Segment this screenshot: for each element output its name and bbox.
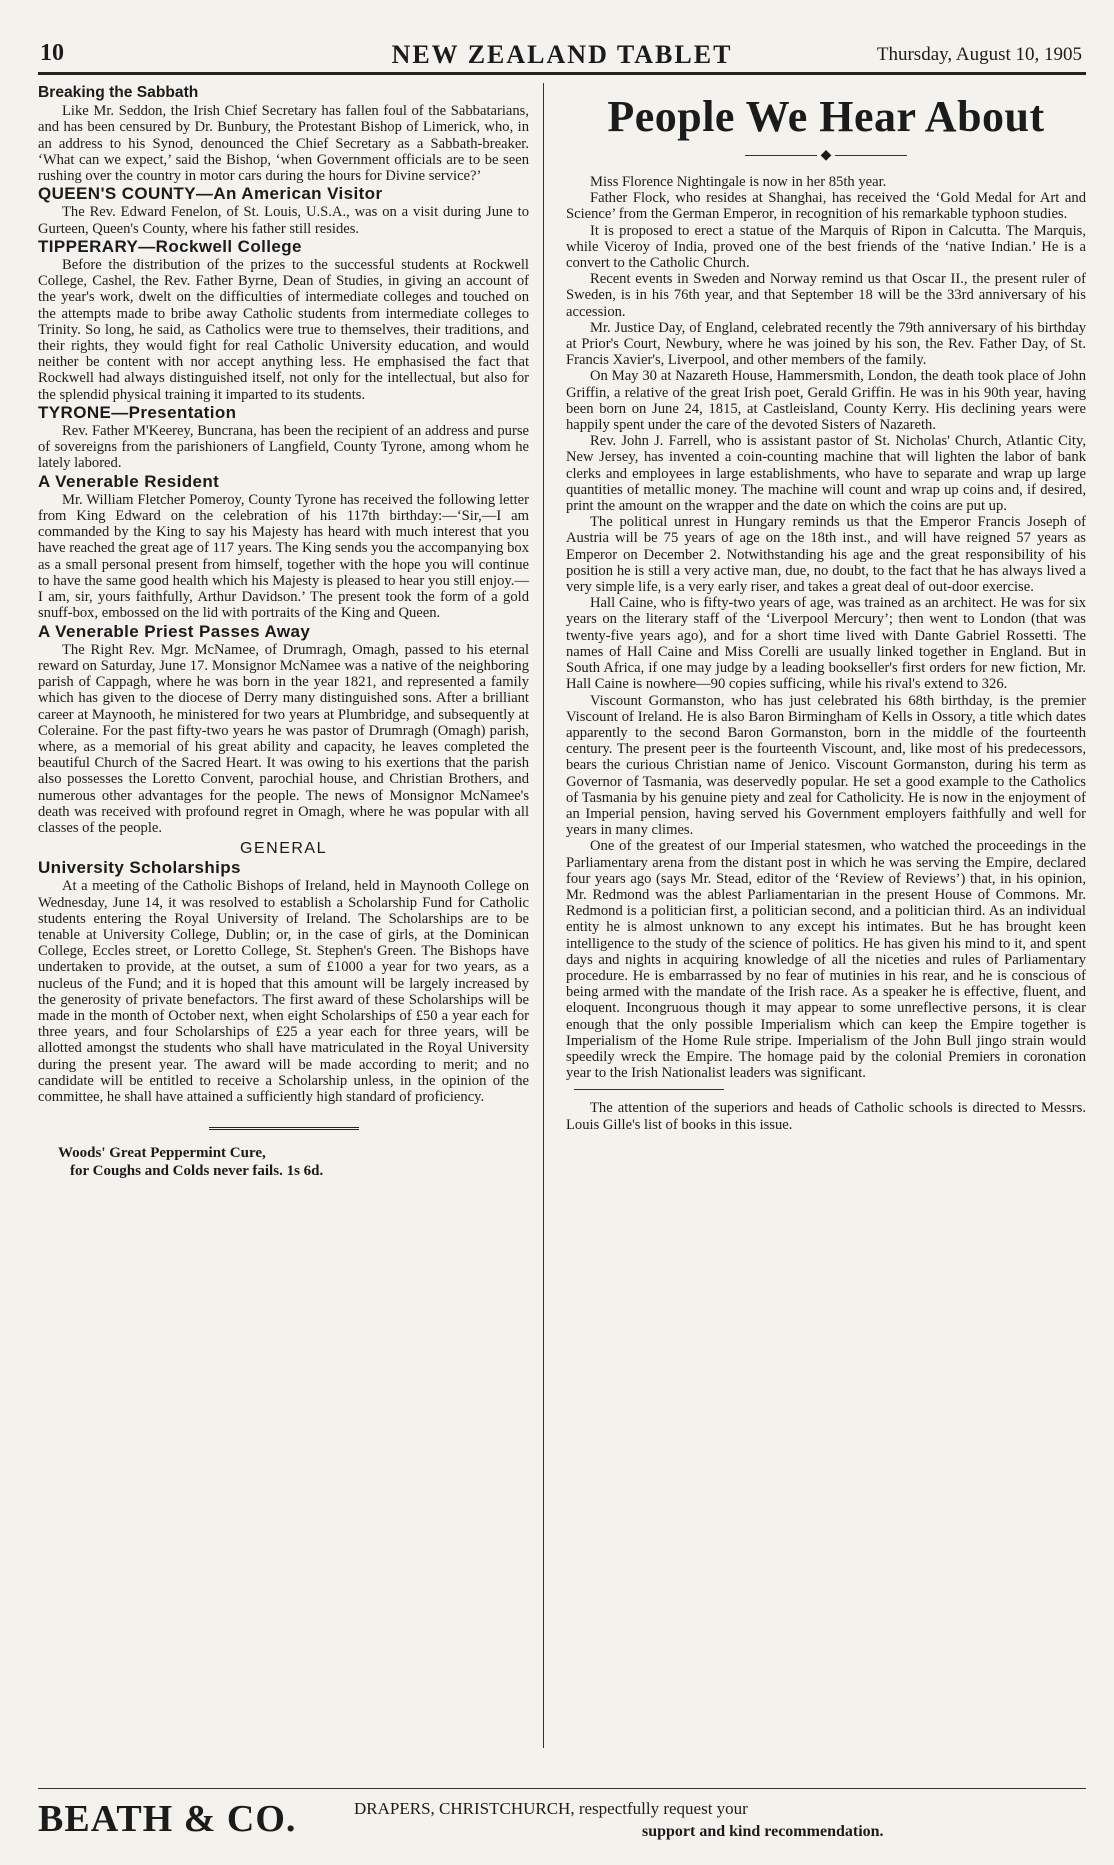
item-paragraph: Father Flock, who resides at Shanghai, has received the ‘Gold Medal for Art and Science’ from the German Emperor, in recognition of his remarkable typhoon studies. — [566, 190, 1086, 223]
article-paragraph: Rev. Father M'Keerey, Buncrana, has been the recipient of an address and purse of sovereigns from the parishioners of Langfield, County Tyrone, among whom he lately labored. — [38, 423, 529, 472]
item-paragraph: Recent events in Sweden and Norway remind us that Oscar II., the present ruler of Sweden, is in his 76th year, and that September 18 will be the 33rd anniversary of his accession. — [566, 271, 1086, 320]
article-scholarships — [38, 860, 529, 1105]
item-paragraph: On May 30 at Nazareth House, Hammersmith, London, the death took place of John Griffin, a relative of the great Irish poet, Gerald Griffin. He was in his 90th year, having been born on June 24, 1815, at Castleisland, County Kerry. His declining years were happily spent under the care of the devoted Sisters of Nazareth. — [566, 368, 1086, 434]
item-paragraph: It is proposed to erect a statue of the Marquis of Ripon in Calcutta. The Marquis, while Viceroy of India, proved one of the best friends of the ‘native Indian.’ He is a convert to the Catholic Church. — [566, 222, 1086, 272]
article-venerable-priest — [38, 621, 529, 837]
title-ornament — [566, 147, 1086, 164]
issue-date: Thursday, August 10, 1905 — [876, 44, 1082, 65]
diamond-icon: ◆ — [820, 148, 832, 163]
article-paragraph: Mr. William Fletcher Pomeroy, County Tyrone has received the following letter from King Edward on the celebration of his 117th birthday:—‘Sir,—I am commanded by the King to say his Majesty has heard with much interest that you have reached the great age of 117 years. The King sends you the accompanying box as a small personal present from himself, together with the hope you will continue to have the same good health which his Majesty is pleased to hear you still enjoy.—I am, sir, yours faithfully, Arthur Davidson.’ The present took the form of a gold snuff-box, embossed on the lid with portraits of the King and Queen. — [38, 491, 529, 622]
article-queens-county — [38, 186, 529, 237]
item-paragraph: Hall Caine, who is fifty-two years of age, was trained as an architect. He was for six years on the literary staff of the ‘Liverpool Mercury’; then went to London (that was twenty-five years ago), and for a short time lived with Dante Gabriel Rossetti. The names of Hall Caine and Miss Corelli are usually linked together in England. But in South Africa, if one may judge by a leading bookseller's first orders for new fiction, Mr. Hall Caine is nowhere—90 copies sufficing, while his rival's extend to 326. — [566, 595, 1086, 693]
article-venerable-resident — [38, 471, 529, 622]
article-heading: QUEEN'S COUNTY—An American Visitor — [38, 184, 383, 204]
divider — [574, 1089, 724, 1090]
item-paragraph: Rev. John J. Farrell, who is assistant pastor of St. Nicholas' Church, Atlantic City, New Jersey, has invented a coin-counting machine that will lighten the labor of bank clerks and employees in large establishments, who have to separate and wrap up large quantities of metallic money. The machine will count and wrap up coins and, if desired, print the amount on the wrapper and the date on which the coins are put up. — [566, 433, 1086, 515]
footer-advertisement — [38, 1788, 1086, 1849]
ad-line-1: Woods' Great Peppermint Cure, — [58, 1145, 266, 1162]
article-tipperary — [38, 236, 529, 403]
divider — [209, 1127, 359, 1130]
article-heading: TIPPERARY—Rockwell College — [38, 236, 302, 256]
article-paragraph: The Right Rev. Mgr. McNamee, of Drumragh, Omagh, passed to his eternal reward on Saturday, June 17. Monsignor McNamee was a native of the neighboring parish of Cappagh, where he was born in the year 1821, and represented a family which has given to the diocese of Derry many distinguished sons. After a brilliant career at Maynooth, he ministered for two years at Plumbridge, and subsequently at Coleraine. For the past fifty-two years he was pastor of Drumragh (Omagh) parish, where, as a memorial of his great ability and capacity, he leaves completed the beautiful Church of the Sacred Heart. It was owing to his exertions that the parish also possesses the Loretto Convent, parochial house, and Christian Brothers, and numerous other advantages for the people. The news of Monsignor McNamee's death was received with profound regret in Omagh, where he was popular with all classes of the people. — [38, 641, 529, 836]
item-paragraph: One of the greatest of our Imperial statesmen, who watched the proceedings in the Parliamentary arena from the distant post in which he was serving the Empire, declared four years ago (says Mr. Stead, editor of the ‘Review of Reviews’) that, in his opinion, Mr. Redmond was the ablest Parliamentarian in the present House of Commons. Mr. Redmond is a politician first, a politician second, and a politician third. As an individual entity he is almost unknown to any except his intimates. But he has brought keen intelligence to the study of the science of politics. He has given his mind to it, and spent days and nights in acquiring knowledge of all the niceties and rules of Parliamentary procedure. He is embarrassed by no fear of mutinies in his rear, and he is conscious of being armed with the mandate of the Irish race. As a speaker he is effective, fluent, and eloquent. Incongruous though it may appear to some unreflective persons, it is clear enough that the only possible Imperialism which can keep the Empire together is Imperialism of the Home Rule stripe. Imperialism of the John Bull jingo strain would speedily wreck the Empire. The homage paid by the colonial Premiers in coronation year to the Irish Nationalist leaders was significant. — [566, 838, 1086, 1082]
footer-line-2: support and kind recommendation. — [642, 1823, 884, 1840]
columns — [38, 83, 1086, 1753]
article-paragraph: At a meeting of the Catholic Bishops of Ireland, held in Maynooth College on Wednesday, June 14, it was resolved to establish a Scholarship Fund for Catholic students entering the Royal University of Ireland. The Scholarships are to be tenable at University College, Dublin; or, in the case of girls, at the Dominican College, Eccles street, or Loretto College, St. Stephen's Green. The Bishops have undertaken to provide, at the outset, a sum of £1000 a year for two years, as a nucleus of the Fund; and it is hoped that this amount will be largely increased by the generosity of private benefactors. The first award of these Scholarships will be made in the month of October next, when eight Scholarships of £50 a year each for three years, and four Scholarships of £25 a year each for three years, will be allotted amongst the students who shall have matriculated in the Royal University during the present year. The award will be made according to merit; and no candidate will be entitled to receive a Scholarship unless, in the opinion of the committee, he shall have attained a sufficiently high standard of proficiency. — [38, 878, 529, 1105]
footer-line-1: DRAPERS, CHRISTCHURCH, respectfully request your — [354, 1799, 748, 1818]
item-paragraph: Mr. Justice Day, of England, celebrated recently the 79th anniversary of his birthday at Prior's Court, Newbury, where he was joined by his son, the Rev. Father Day, of St. Francis Xavier's, Liverpool, and other members of the family. — [566, 319, 1086, 369]
item-paragraph: Miss Florence Nightingale is now in her 85th year. — [590, 174, 887, 190]
footer-brand: BEATH & CO. — [38, 1798, 297, 1840]
article-heading: Breaking the Sabbath — [38, 84, 199, 101]
masthead — [38, 30, 1086, 75]
ornament-line — [835, 155, 907, 156]
closing-note: The attention of the superiors and heads of Catholic schools is directed to Messrs. Louis Gille's list of books in this issue. — [566, 1100, 1086, 1133]
article-sabbath — [38, 85, 529, 184]
feature-title: People We Hear About — [607, 92, 1045, 141]
left-column — [38, 83, 543, 1753]
article-heading: University Scholarships — [38, 858, 241, 878]
ornament-line — [745, 155, 817, 156]
article-heading: A Venerable Resident — [38, 471, 220, 491]
section-label-general: GENERAL — [240, 840, 327, 858]
article-paragraph: Like Mr. Seddon, the Irish Chief Secretary has fallen foul of the Sabbatarians, and has been censured by Dr. Bunbury, the Protestant Bishop of Limerick, who, in an address to his Synod, denounced the Chief Secretary as a Sabbath-breaker. ‘What can we expect,’ said the Bishop, ‘when Government officials are to be seen rushing over the country in motor cars during the hours for Divine service?’ — [38, 103, 529, 185]
article-heading: TYRONE—Presentation — [38, 402, 237, 422]
article-tyrone — [38, 402, 529, 472]
page-number: 10 — [40, 40, 64, 66]
item-paragraph: The political unrest in Hungary reminds us that the Emperor Francis Joseph of Austria will be 75 years of age on the 18th inst., and will have reigned 57 years as Emperor on December 2. Notwithstanding his age and the great responsibility of his position he is still a very active man, due, no doubt, to the fact that he has always lived a very simple life, is a very early riser, and takes a great deal of out-door exercise. — [566, 514, 1086, 596]
item-paragraph: Viscount Gormanston, who has just celebrated his 68th birthday, is the premier Viscount of Ireland. He is also Baron Birmingham of Kells in Ossory, a title which dates apparently to the second Baron Gormanston, born in the middle of the fourteenth century. The present peer is the fourteenth Viscount, and, like most of his predecessors, bears the curious Christian name of Jenico. Viscount Gormanston, during his term as Governor of Tasmania, was deservedly popular. He set a good example to the Catholics of Tasmania by his genuine piety and zeal for Catholicity. He is now in the enjoyment of an Imperial pension, having served his Government employers faithfully and well for years in many climes. — [566, 692, 1086, 839]
ad-line-2: for Coughs and Colds never fails. 1s 6d. — [70, 1163, 324, 1180]
paper-title: NEW ZEALAND TABLET — [391, 40, 733, 69]
article-heading: A Venerable Priest Passes Away — [38, 621, 311, 641]
article-paragraph: Before the distribution of the prizes to the successful students at Rockwell College, Cashel, the Rev. Father Byrne, Dean of Studies, in giving an account of the year's work, dwelt on the difficulties of intermediate colleges and touched on the attempts made to bribe away Catholic students from intermediate colleges to Trinity. So long, he said, as Catholics were true to themselves, their traditions, and their rights, they would fight for real Catholic University education, and would neither be content with nor accept anything less. He emphasised the fact that Rockwell had always distinguished itself, not only for the intellectual, but also for the splendid physical training it imparted to its students. — [38, 257, 529, 403]
advertisement-peppermint — [58, 1144, 529, 1180]
right-column — [544, 83, 1086, 1753]
article-paragraph: The Rev. Edward Fenelon, of St. Louis, U.S.A., was on a visit during June to Gurteen, Queen's County, where his father still resides. — [38, 204, 529, 237]
